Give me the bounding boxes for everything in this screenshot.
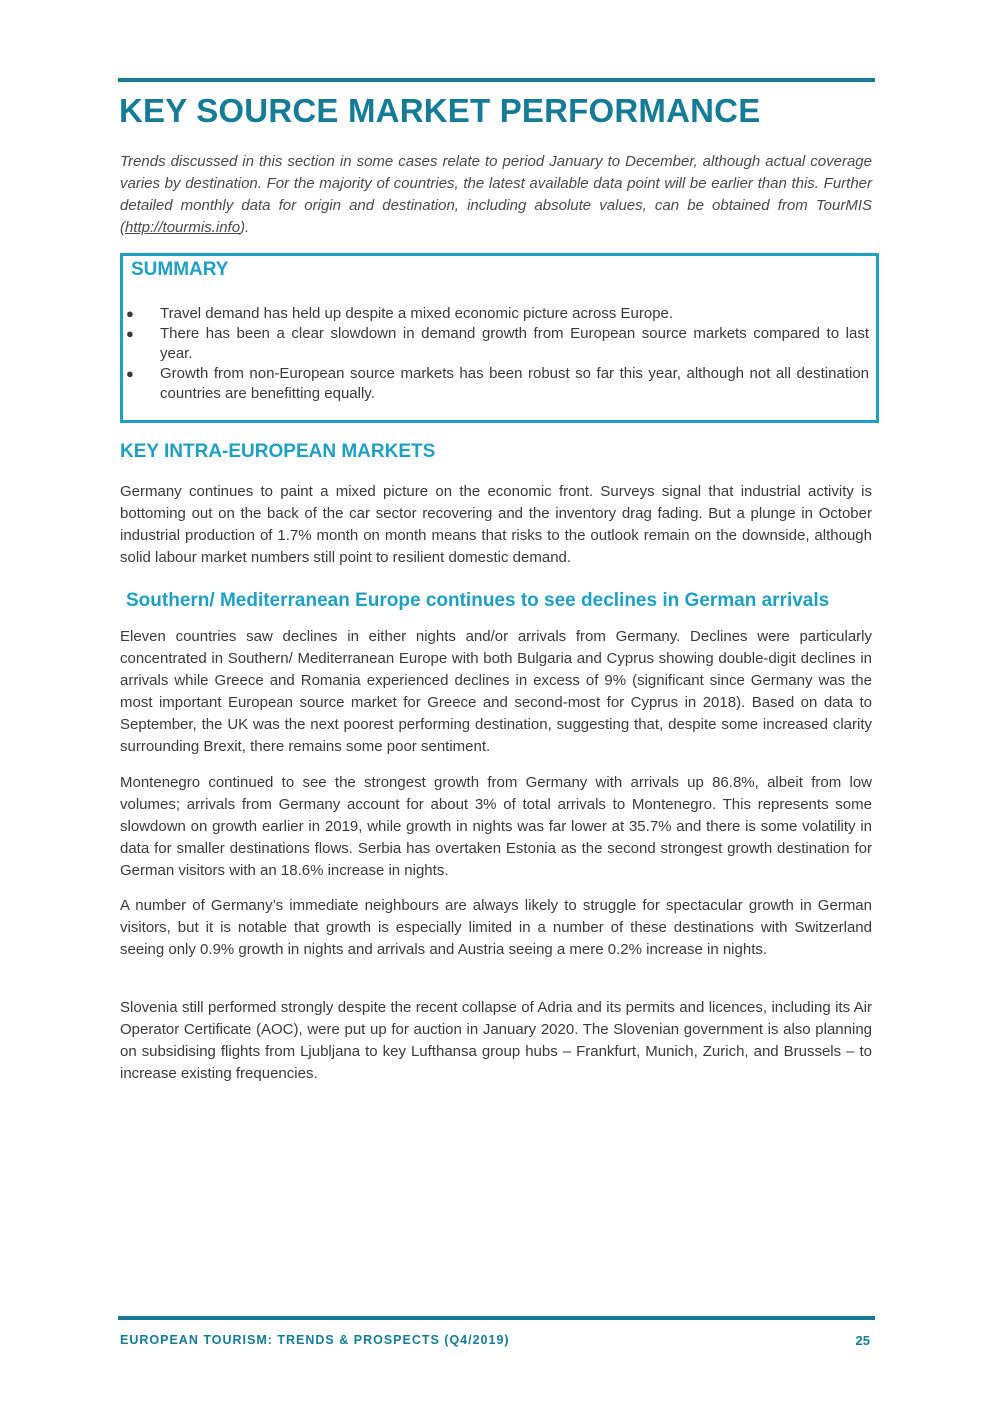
- section-heading: KEY INTRA-EUROPEAN MARKETS: [120, 441, 436, 462]
- declines-paragraph: Eleven countries saw declines in either nights and/or arrivals from Germany. Declines were particularly concentrated in Southern/ Mediterranean Europe with both Bulgaria and Cyprus showing double-digit declines in arrivals while Greece and Romania experienced declines in excess of 9% (significant since Germany was the most important European source market for Greece and second-most for Cyprus in 2018). Based on data to September, the UK was the next poorest performing destination, suggesting that, despite some increased clarity surrounding Brexit, there remains some poor sentiment.: [120, 628, 872, 755]
- page-number: 25: [855, 1333, 870, 1348]
- summary-item: [123, 304, 869, 324]
- summary-title: SUMMARY: [131, 259, 229, 280]
- bullet-icon: ●: [126, 306, 134, 321]
- top-divider: [118, 78, 875, 82]
- bullet-icon: ●: [126, 366, 134, 381]
- subsection-heading: Southern/ Mediterranean Europe continues to see declines in German arrivals: [126, 590, 830, 611]
- intro-text-start: Trends discussed in this section in some cases relate to period January to December, although actual coverage varies by destination. For the majority of countries, the latest available data point will be earlier than this. Further detailed monthly data for origin and destination, including absolute values, can be obtained from TourMIS (: [120, 153, 872, 236]
- page-title: KEY SOURCE MARKET PERFORMANCE: [119, 92, 761, 129]
- summary-item-text: Travel demand has held up despite a mixed economic picture across Europe.: [160, 305, 674, 322]
- tourmis-link[interactable]: http://tourmis.info: [125, 219, 241, 236]
- summary-box: [120, 253, 879, 423]
- intro-text-end: ).: [240, 219, 250, 236]
- bullet-icon: ●: [126, 326, 134, 341]
- summary-item-text: Growth from non-European source markets has been robust so far this year, although not all destination countries are benefitting equally.: [160, 365, 869, 402]
- germany-economy-paragraph: Germany continues to paint a mixed picture on the economic front. Surveys signal that industrial activity is bottoming out on the back of the car sector recovering and the inventory drag fading. But a plunge in October industrial production of 1.7% month on month means that risks to the outlook remain on the downside, although solid labour market numbers still point to resilient domestic demand.: [120, 483, 872, 566]
- summary-item-text: There has been a clear slowdown in demand growth from European source markets compared to last year.: [160, 325, 869, 362]
- slovenia-paragraph: Slovenia still performed strongly despite the recent collapse of Adria and its permits and licences, including its Air Operator Certificate (AOC), were put up for auction in January 2020. The Slovenian government is also planning on subsidising flights from Ljubljana to key Lufthansa group hubs – Frankfurt, Munich, Zurich, and Brussels – to increase existing frequencies.: [120, 999, 872, 1082]
- footer-title: EUROPEAN TOURISM: TRENDS & PROSPECTS (Q4/2019): [120, 1333, 510, 1347]
- neighbours-paragraph: A number of Germany’s immediate neighbours are always likely to struggle for spectacular growth in German visitors, but it is notable that growth is especially limited in a number of these destinations with Switzerland seeing only 0.9% growth in nights and arrivals and Austria seeing a mere 0.2% increase in nights.: [120, 897, 872, 958]
- summary-item: [123, 364, 869, 404]
- montenegro-paragraph: Montenegro continued to see the strongest growth from Germany with arrivals up 86.8%, albeit from low volumes; arrivals from Germany account for about 3% of total arrivals to Montenegro. This represents some slowdown on growth earlier in 2019, while growth in nights was far lower at 35.7% and there is some volatility in data for smaller destinations flows. Serbia has overtaken Estonia as the second strongest growth destination for German visitors with an 18.6% increase in nights.: [120, 774, 872, 879]
- summary-list: [123, 304, 869, 404]
- bottom-divider: [118, 1316, 875, 1320]
- summary-item: [123, 324, 869, 364]
- intro-paragraph: [120, 151, 872, 239]
